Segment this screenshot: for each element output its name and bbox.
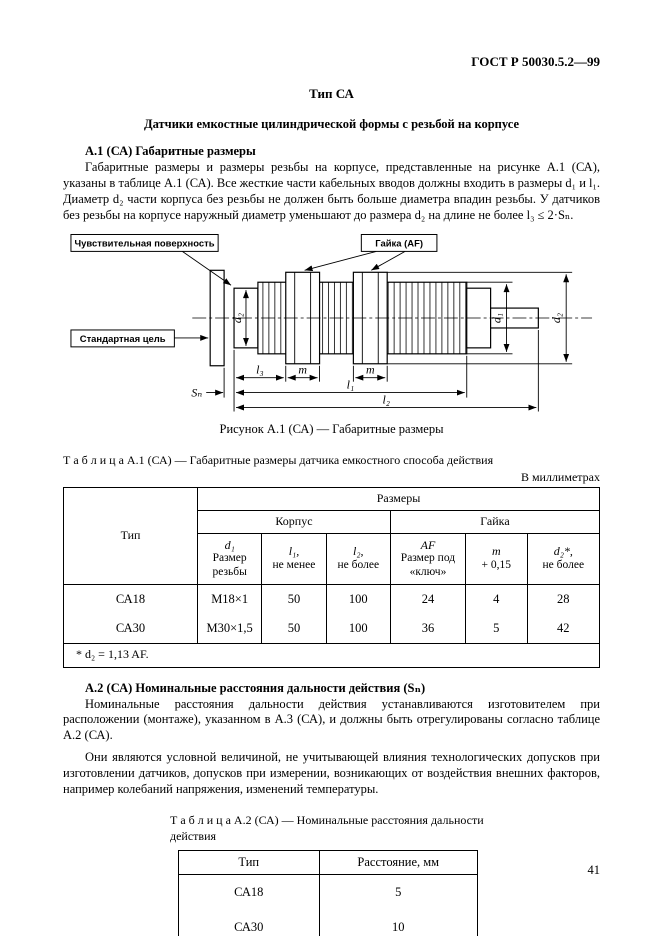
document-code: ГОСТ Р 50030.5.2—99 [471,54,600,69]
standard-target-label: Стандартная цель [79,333,166,345]
dim-l3 [236,362,284,377]
nut-label: Гайка (AF) [375,237,423,249]
nut-callout [305,234,437,270]
table-cell: М30×1,5 [198,614,262,644]
table-cell: СА30 [64,614,198,644]
col-header-distance: Расстояние, мм [319,851,477,875]
table-cell: 28 [527,584,599,614]
table-a2-title: Т а б л и ц а А.2 (СА) — Номинальные расстояния дальности действия [170,812,484,843]
page-subtitle: Датчики емкостные цилиндрической формы с резьбой на корпусе [144,117,519,131]
table-footnote: * d₂ = 1,13 AF. [64,643,600,667]
table-cell: 4 [465,584,527,614]
col-header-type: Тип [179,851,320,875]
svg-text:Sₙ: Sₙ [191,385,203,400]
svg-text:l₂: l₂ [382,392,390,407]
svg-text:d₂: d₂ [230,312,245,323]
section-a1-heading: А.1 (СА) Габаритные размеры [85,144,256,158]
table-cell: 100 [326,584,390,614]
table-a2 [178,850,478,936]
table-cell: 5 [319,875,477,911]
col-header-m: m + 0,15 [465,533,527,584]
table-cell: 24 [390,584,465,614]
sensing-surface-label: Чувствительная поверхность [74,237,215,249]
col-group-body: Корпус [198,510,391,533]
col-header-l1: l₁, не менее [262,533,326,584]
section-a1-paragraph: Габаритные размеры и размеры резьбы на корпусе, представленные на рисунке А.1 (СА), указаны в таблице А.1 (СА). Все жесткие части кабельных вводов должны входить в размеры d₁ и l₁. Диаметр d₂ части корпуса без резьбы не должен быть больше диаметра впадин резьбы. У датчиков без резьбы на корпусе наружный диаметр уменьшают до размера d₂ на длине не более l₃ ≤ 2·Sₙ. [63,160,600,222]
dim-sn [191,385,223,399]
table-cell: 10 [319,910,477,936]
table-a1-title: Т а б л и ц а А.1 (СА) — Габаритные размеры датчика емкостного способа действия [63,452,494,467]
svg-text:m: m [365,362,375,377]
units-note: В миллиметрах [520,469,600,484]
table-footnote-row [64,643,600,667]
svg-text:l₃: l₃ [256,362,264,377]
dimension-drawing [63,230,600,416]
table-a1 [63,487,600,668]
table-cell: М18×1 [198,584,262,614]
table-cell: 36 [390,614,465,644]
table-cell: 100 [326,614,390,644]
table-cell: СА18 [64,584,198,614]
page-title: Тип СА [309,86,354,101]
table-row-ca18 [64,584,600,614]
table-cell: 50 [262,584,326,614]
page-number: 41 [587,863,600,877]
table-row-ca30 [64,614,600,644]
section-a2-paragraph-2: Они являются условной величиной, не учитывающей влияния технологических допусков при изготовлении датчиков, допусков при измерении, возникающих от воздействия внешних факторов, например колебаний напряжения, изменений температуры. [63,750,600,796]
svg-text:m: m [298,362,307,377]
svg-text:d₁: d₁ [489,312,504,323]
col-header-l2: l₂, не более [326,533,390,584]
dim-l1 [236,377,465,392]
table-cell: СА18 [179,875,320,911]
table-cell: 5 [465,614,527,644]
svg-text:l₁: l₁ [346,377,355,392]
section-a2-heading: А.2 (СА) Номинальные расстояния дальности действия (Sₙ) [85,680,426,695]
table-cell: 42 [527,614,599,644]
table-row-ca18 [179,875,478,911]
figure-a1 [63,230,600,416]
col-header-type: Тип [64,487,198,584]
col-group-sizes: Размеры [198,487,600,510]
dim-m-front [288,362,318,377]
dim-m-rear [355,362,385,377]
svg-text:d₂: d₂ [549,312,564,323]
table-cell: СА30 [179,910,320,936]
standard-target-callout [71,329,208,346]
sensing-surface-callout [71,234,231,285]
col-header-d1: d₁ Размер резьбы [198,533,262,584]
col-header-af: AF Размер под «ключ» [390,533,465,584]
table-row-ca30 [179,910,478,936]
dim-l2 [236,392,536,407]
col-header-d2: d₂*, не более [527,533,599,584]
figure-caption: Рисунок А.1 (СА) — Габаритные размеры [219,421,444,436]
table-cell: 50 [262,614,326,644]
section-a2-paragraph-1: Номинальные расстояния дальности действия устанавливаются изготовителем при расположении (монтаже), указанном в А.3 (СА), и должны быть отрегулированы согласно таблице А.2 (СА). [63,696,600,743]
col-group-nut: Гайка [390,510,599,533]
